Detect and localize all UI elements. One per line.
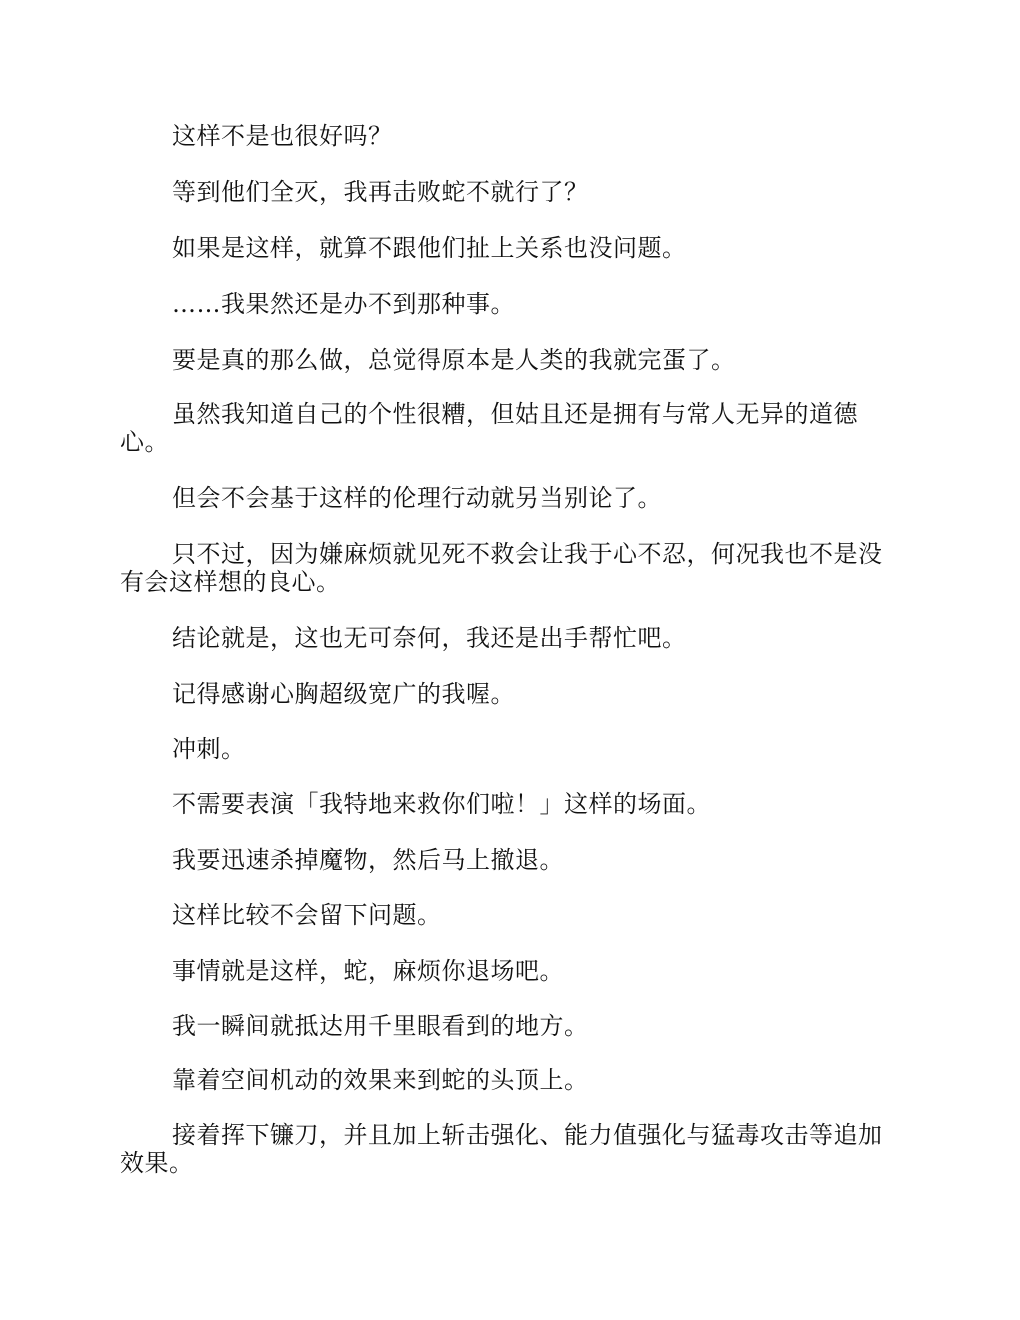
- paragraph-6: 虽然我知道自己的个性很糟，但姑且还是拥有与常人无异的道德心。: [120, 400, 858, 456]
- paragraph-7: 但会不会基于这样的伦理行动就另当别论了。: [172, 484, 662, 512]
- paragraph-1: 这样不是也很好吗？: [172, 122, 393, 150]
- paragraph-13: 我要迅速杀掉魔物，然后马上撤退。: [172, 846, 564, 874]
- paragraph-11: 冲刺。: [172, 735, 246, 763]
- paragraph-14: 这样比较不会留下问题。: [172, 901, 442, 929]
- paragraph-10: 记得感谢心胸超级宽广的我喔。: [172, 680, 515, 708]
- paragraph-3: 如果是这样，就算不跟他们扯上关系也没问题。: [172, 234, 687, 262]
- paragraph-8: 只不过，因为嫌麻烦就见死不救会让我于心不忍，何况我也不是没有会这样想的良心。: [120, 540, 883, 596]
- paragraph-15: 事情就是这样，蛇，麻烦你退场吧。: [172, 957, 564, 985]
- paragraph-17: 靠着空间机动的效果来到蛇的头顶上。: [172, 1066, 589, 1094]
- paragraph-18: 接着挥下镰刀，并且加上斩击强化、能力值强化与猛毒攻击等追加效果。: [120, 1121, 883, 1177]
- paragraph-9: 结论就是，这也无可奈何，我还是出手帮忙吧。: [172, 624, 687, 652]
- paragraph-2: 等到他们全灭，我再击败蛇不就行了？: [172, 178, 589, 206]
- paragraph-12: 不需要表演「我特地来救你们啦！」这样的场面。: [172, 790, 711, 818]
- paragraph-5: 要是真的那么做，总觉得原本是人类的我就完蛋了。: [172, 346, 736, 374]
- paragraph-16: 我一瞬间就抵达用千里眼看到的地方。: [172, 1012, 589, 1040]
- paragraph-4: ……我果然还是办不到那种事。: [172, 290, 515, 318]
